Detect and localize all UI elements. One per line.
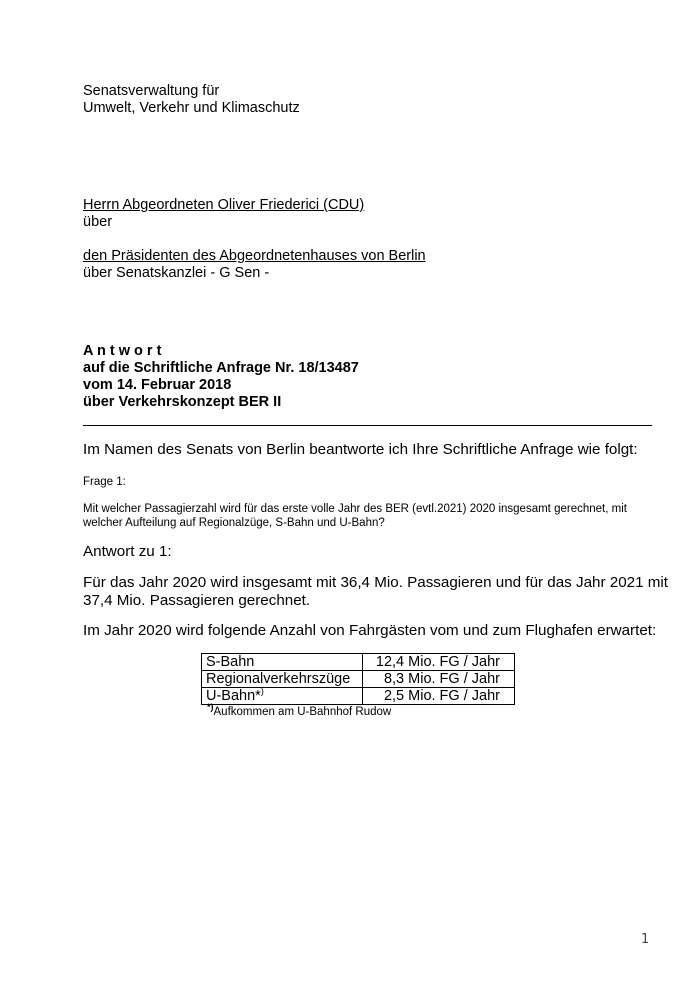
table-cell-mode: S-Bahn [202,654,363,671]
divider [83,425,652,426]
table-cell-mode: Regionalverkehrszüge [202,671,363,688]
question-label: Frage 1: [83,476,126,488]
recipient-president: den Präsidenten des Abgeordnetenhauses von Berlin [83,248,426,264]
answer-paragraph-1 [83,574,668,610]
heading-inquiry: auf die Schriftliche Anfrage Nr. 18/13487 [83,360,359,376]
table-footnote [207,702,392,718]
answer-heading [83,343,359,411]
question-text-line-1: Mit welcher Passagierzahl wird für das erste volle Jahr des BER (evtl.2021) 2020 insgesamt gerechnet, mit [83,503,627,515]
table-cell-mode-ubahn [202,688,363,705]
intro-text: Im Namen des Senats von Berlin beantworte ich Ihre Schriftliche Anfrage wie folgt: [83,441,638,458]
table-row [202,654,515,671]
answer-label: Antwort zu 1: [83,543,172,560]
answer-para1-line-1: Für das Jahr 2020 wird insgesamt mit 36,4 Mio. Passagieren und für das Jahr 2021 mit [83,574,669,591]
answer-paragraph-2: Im Jahr 2020 wird folgende Anzahl von Fahrgästen vom und zum Flughafen erwartet: [83,622,657,639]
ubahn-sup: ) [260,686,264,697]
footnote-text: Aufkommen am U-Bahnhof Rudow [213,706,392,718]
table-row [202,671,515,688]
recipient-name: Herrn Abgeordneten Oliver Friederici (CDU) [83,197,365,213]
sender-line-2: Umwelt, Verkehr und Klimaschutz [83,100,300,116]
recipient-chancellery: über Senatskanzlei - G Sen - [83,265,270,281]
recipient-via: über [83,214,113,230]
passenger-table [201,653,515,705]
heading-date: vom 14. Februar 2018 [83,377,232,393]
page-number: 1 [641,932,650,947]
sender-line-1: Senatsverwaltung für [83,83,220,99]
footnote-mark: *) [207,702,214,713]
answer-para1-line-2: 37,4 Mio. Passagieren gerechnet. [83,592,311,609]
sender-block [83,83,300,117]
question-text-line-2: welcher Aufteilung auf Regionalzüge, S-Bahn und U-Bahn? [83,517,385,529]
question-text [83,502,627,530]
heading-title: A n t w o r t [83,343,162,359]
table-row [202,688,515,705]
table-cell-value: 2,5 Mio. FG / Jahr [363,688,515,705]
recipient-block [83,197,426,282]
table-cell-value: 12,4 Mio. FG / Jahr [363,654,515,671]
ubahn-label: U-Bahn* [206,688,261,704]
table-cell-value: 8,3 Mio. FG / Jahr [363,671,515,688]
heading-subject: über Verkehrskonzept BER II [83,394,282,410]
